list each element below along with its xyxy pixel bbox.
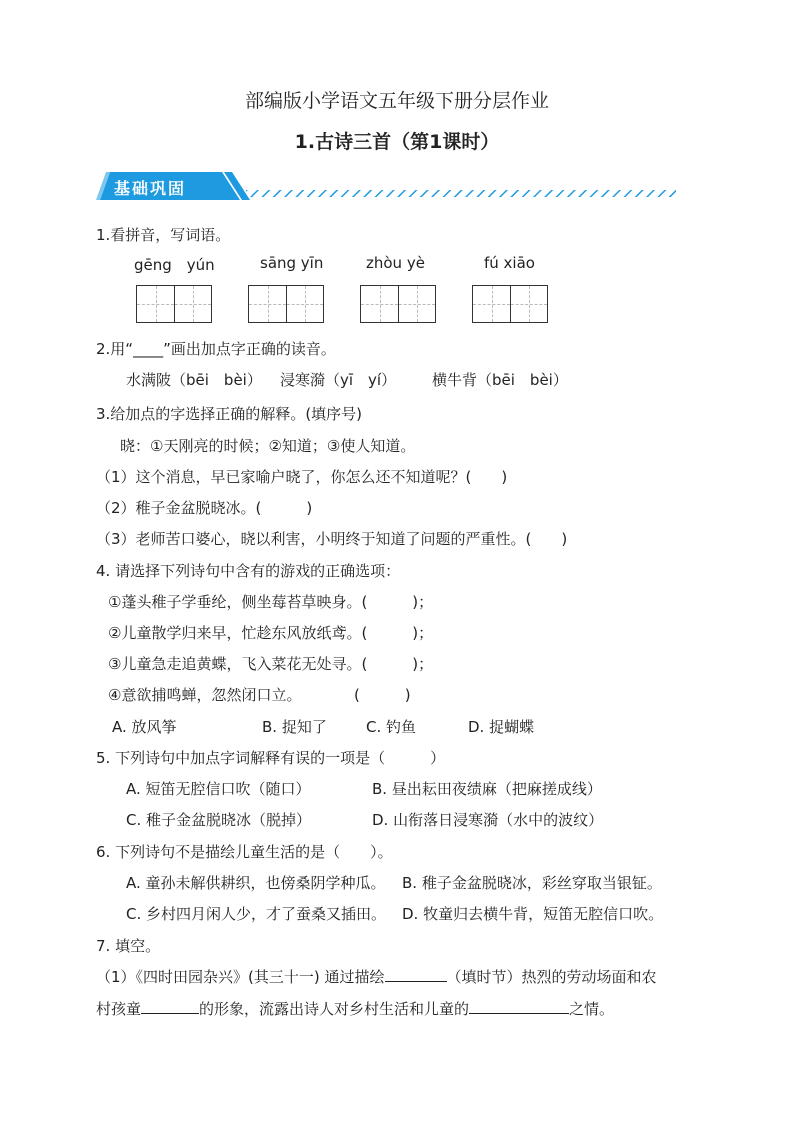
q5-option-b[interactable]: B. 昼出耘田夜绩麻（把麻搓成线） xyxy=(372,780,602,798)
q4-option-a: A. 放风筝 xyxy=(112,718,177,736)
question-7-title: 7. 填空。 xyxy=(96,937,161,955)
q2-item-3[interactable]: 横牛背（bēi bèi） xyxy=(432,371,568,389)
q2-item-2[interactable]: 浸寒漪（yī yí） xyxy=(280,371,397,389)
q7-line-1 xyxy=(96,966,657,987)
q4-option-c: C. 钓鱼 xyxy=(366,718,417,736)
pinyin-4: fú xiāo xyxy=(484,254,535,272)
writing-grid-4[interactable] xyxy=(472,285,548,323)
q4-option-d: D. 捉蝴蝶 xyxy=(468,718,535,736)
question-3-title: 3.给加点的字选择正确的解释。(填序号) xyxy=(96,405,363,423)
q6-option-a[interactable]: A. 童孙未解供耕织，也傍桑阴学种瓜。 xyxy=(126,874,386,892)
q7-line-2 xyxy=(96,998,614,1019)
q3-definition: 晓：①天刚亮的时候；②知道；③使人知道。 xyxy=(120,437,416,455)
question-5-title: 5. 下列诗句中加点字词解释有误的一项是（ ） xyxy=(96,749,446,767)
q6-option-b[interactable]: B. 稚子金盆脱晓冰，彩丝穿取当银钲。 xyxy=(402,874,662,892)
pinyin-2: sāng yīn xyxy=(260,254,324,272)
q7-text-1b: （填时节）热烈的劳动场面和农 xyxy=(446,968,657,986)
q2-item-1[interactable]: 水满陂（bēi bèi） xyxy=(126,371,262,389)
q3-item-2[interactable]: （2）稚子金盆脱晓冰。( ) xyxy=(96,499,313,517)
q7-text-2b: 的形象，流露出诗人对乡村生活和儿童的 xyxy=(199,1000,470,1018)
q3-item-1[interactable]: （1）这个消息，早已家喻户晓了，你怎么还不知道呢？( ) xyxy=(96,468,508,486)
writing-grid-2[interactable] xyxy=(248,285,324,323)
q4-item-1[interactable]: ①蓬头稚子学垂纶，侧坐莓苔草映身。( )； xyxy=(108,593,434,611)
question-6-title: 6. 下列诗句不是描绘儿童生活的是（ ）。 xyxy=(96,843,393,861)
q4-item-4[interactable]: ④意欲捕鸣蝉，忽然闭口立。 ( ) xyxy=(108,686,411,704)
question-2-title: 2.用“____”画出加点字正确的读音。 xyxy=(96,340,336,358)
pinyin-3: zhòu yè xyxy=(366,254,425,272)
q5-option-c[interactable]: C. 稚子金盆脱晓冰（脱掉） xyxy=(126,811,312,829)
q3-item-3[interactable]: （3）老师苦口婆心，晓以利害，小明终于知道了问题的严重性。( ) xyxy=(96,530,568,548)
lesson-title: 1.古诗三首（第1课时） xyxy=(294,131,500,153)
q7-blank-2[interactable] xyxy=(141,999,199,1014)
q7-text-1a: （1）《四时田园杂兴》(其三十一) 通过描绘 xyxy=(96,968,385,986)
pinyin-1: gēng yún xyxy=(134,256,215,274)
q7-blank-3[interactable] xyxy=(469,999,569,1014)
q4-item-2[interactable]: ②儿童散学归来早，忙趁东风放纸鸢。( )； xyxy=(108,624,434,642)
q6-option-c[interactable]: C. 乡村四月闲人少，才了蚕桑又插田。 xyxy=(126,905,387,923)
writing-grid-1[interactable] xyxy=(136,285,212,323)
q5-option-a[interactable]: A. 短笛无腔信口吹（随口） xyxy=(126,780,311,798)
q4-item-3[interactable]: ③儿童急走追黄蝶，飞入菜花无处寻。( )； xyxy=(108,655,434,673)
q5-option-d[interactable]: D. 山衔落日浸寒漪（水中的波纹） xyxy=(372,811,604,829)
q7-text-2a: 村孩童 xyxy=(96,1000,142,1018)
question-4-title: 4. 请选择下列诗句中含有的游戏的正确选项： xyxy=(96,562,401,580)
writing-grid-3[interactable] xyxy=(360,285,436,323)
q7-blank-1[interactable] xyxy=(385,967,447,982)
document-header: 部编版小学语文五年级下册分层作业 xyxy=(244,90,549,112)
question-1-title: 1.看拼音，写词语。 xyxy=(96,226,231,244)
q4-option-b: B. 捉知了 xyxy=(262,718,327,736)
section-banner xyxy=(96,170,676,202)
banner-label: 基础巩固 xyxy=(114,179,187,198)
q7-text-2c: 之情。 xyxy=(569,1000,615,1018)
q6-option-d[interactable]: D. 牧童归去横牛背，短笛无腔信口吹。 xyxy=(402,905,664,923)
